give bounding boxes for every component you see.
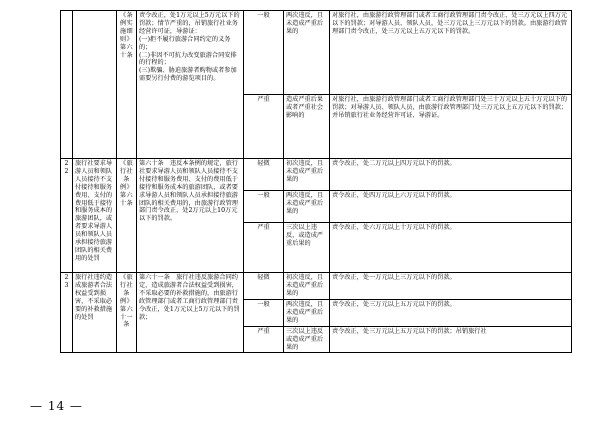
- level-label: 一般: [244, 300, 284, 327]
- level-label: 严重: [244, 223, 284, 273]
- regulation-table-page: [60, 10, 571, 353]
- table-row: [61, 273, 572, 300]
- page-number: — 14 —: [30, 399, 83, 413]
- level-label: 轻微: [244, 159, 284, 191]
- provision-text: 责令改正，处1万元以上5万元以下的罚款；情节严重的，吊销旅行社业务经营许可证，导游证： (一)拒不履行旅游合同约定的义务的； (二)非因不可抗力改变旅游合同安排的行程的； (三)欺骗、胁迫旅游者购物或者参加需要另行付费的游览项目的。: [137, 11, 244, 159]
- circumstance: 造成严重后果或者严重社会影响的: [284, 95, 330, 159]
- penalty-standard: 责令改正，处一万元以上三万元以下的罚款。: [330, 273, 572, 300]
- violation-item: 旅行社要求导游人员和领队人员接待不支付接待和服务费用、支付的费用低于接待和服务成本的旅游团队，或者要求导游人员和领队人员承担接待旅游团队的相关费用的处罚: [73, 159, 117, 273]
- table-row: [61, 11, 572, 95]
- penalty-standard: 责令改正，处二万元以上四万元以下的罚款。: [330, 159, 572, 191]
- row-number: 22: [61, 159, 73, 273]
- penalty-standard: 对旅行社，由旅游行政管理部门或者工商行政管理部门责令改正，处三万元以上四万元以下的罚款；对导游人员、领队人员，处三万元以上三万元以下的罚款。由旅游行政管理部门责令改正，处三万元以上五万元以下的罚款。: [330, 11, 572, 95]
- penalty-discretion-table: [60, 10, 572, 353]
- legal-basis: 《旅行社条例》第六十条: [117, 159, 137, 273]
- penalty-standard: 责令改正，处四万元以上六万元以下的罚款。: [330, 191, 572, 223]
- penalty-standard: 对旅行社，由旅游行政管理部门或者工商行政管理部门处三十万元以上五十万元以下的罚款；对导游人员、领队人员，由旅游行政管理部门处三万元以上五万元以下的罚款；并吊销旅行社业务经营许可证、导游证。: [330, 95, 572, 159]
- circumstance: 两次违反，且未造成严重后果的: [284, 300, 330, 327]
- circumstance: 两次违反，且未造成严重后果的: [284, 11, 330, 95]
- row-number: 23: [61, 273, 73, 353]
- legal-basis: 《条例实施细则》第六十条: [117, 11, 137, 159]
- circumstance: 三次以上违反，或造成严重后果的: [284, 223, 330, 273]
- circumstance: 初次违反，且未造成严重后果的: [284, 159, 330, 191]
- provision-text: 第六十一条 旅行社违反旅游合同约定，造成旅游者合法权益受到损害，不采取必要的补救措施的，由旅游行政管理部门或者工商行政管理部门责令改正，处1万元以上5万元以下的罚款；: [137, 273, 244, 353]
- row-number: [61, 11, 73, 159]
- level-label: 严重: [244, 95, 284, 159]
- penalty-standard: 责令改正，处六万元以上十万元以下的罚款。: [330, 223, 572, 273]
- level-label: 严重: [244, 326, 284, 353]
- penalty-standard: 责令改正，处三万元以上五万元以下的罚款；吊销旅行社: [330, 326, 572, 353]
- legal-basis: 《旅行社条例》第六十一条: [117, 273, 137, 353]
- circumstance: 三次以上违反或造成严重后果的: [284, 326, 330, 353]
- penalty-standard: 责令改正，处三万元以上五万元以下的罚款。: [330, 300, 572, 327]
- circumstance: 两次违反，且未造成严重后果的: [284, 191, 330, 223]
- table-row: [61, 159, 572, 191]
- violation-item: [73, 11, 117, 159]
- circumstance: 初次违反，且未造成严重后果的: [284, 273, 330, 300]
- violation-item: 旅行社违约造成旅游者合法权益受到损害，不采取必要的补救措施的处罚: [73, 273, 117, 353]
- level-label: 一般: [244, 11, 284, 95]
- level-label: 轻微: [244, 273, 284, 300]
- provision-text: 第六十条 违反本条例的规定，旅行社要求导游人员和领队人员接待不支付接待和服务费用、支付的费用低于接待和服务成本的旅游团队，或者要求导游人员和领队人员承担接待旅游团队的相关费用的，由旅游行政管理部门责令改正，处2万元以上10万元以下的罚款。: [137, 159, 244, 273]
- level-label: 一般: [244, 191, 284, 223]
